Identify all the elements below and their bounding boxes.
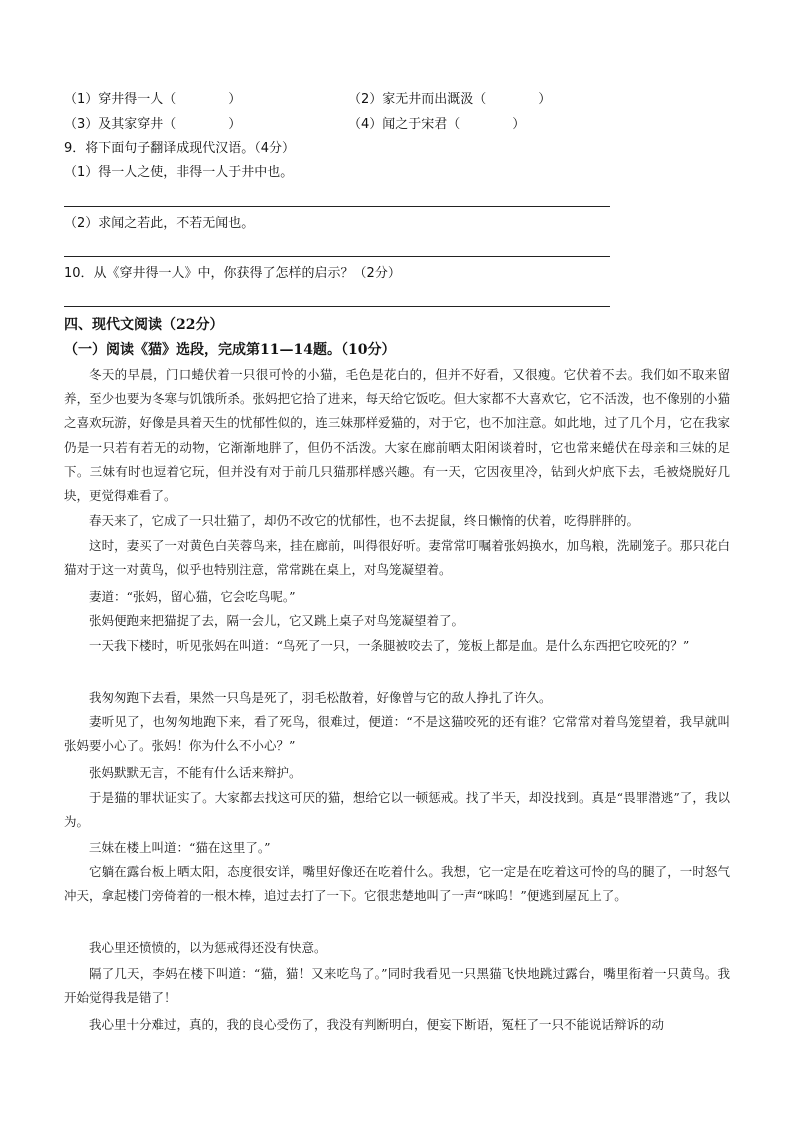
passage-paragraph: 妻听见了，也匆匆地跑下来，看了死鸟，很难过，便道：“不是这猫咬死的还有谁？它常常对着鸟笼望着，我早就叫张妈要小心了。张妈！你为什么不小心？” [64, 714, 730, 754]
passage-paragraph: 我心里十分难过，真的，我的良心受伤了，我没有判断明白，便妄下断语，冤枉了一只不能说话辩诉的动 [89, 1017, 665, 1032]
section-4-title: 四、现代文阅读（22分） [64, 317, 224, 333]
passage-paragraph: 它躺在露台板上晒太阳，态度很安详，嘴里好像还在吃着什么。我想，它一定是在吃着这可怜的鸟的腿了，一时怒气冲天，拿起楼门旁倚着的一根木棒，追过去打了一下。它很悲楚地叫了一声“咪呜！”便逃到屋瓦上了。 [64, 864, 730, 904]
answer-line-3[interactable] [64, 306, 610, 307]
q8-item-2: （2）家无井而出溉汲（ ） [348, 92, 552, 107]
answer-line-1[interactable] [64, 206, 610, 207]
q10-title: 10．从《穿井得一人》中，你获得了怎样的启示？（2分） [64, 266, 401, 281]
section-4-subtitle: （一）阅读《猫》选段，完成第11—14题。（10分） [64, 342, 396, 358]
q9-title: 9．将下面句子翻译成现代汉语。（4分） [64, 141, 296, 156]
q8-item-3: （3）及其家穿井（ ） [64, 117, 242, 132]
q8-item-1: （1）穿井得一人（ ） [64, 92, 242, 107]
q9-sentence-2: （2）求闻之若此，不若无闻也。 [64, 216, 255, 231]
passage-paragraph: 隔了几天，李妈在楼下叫道：“猫，猫！又来吃鸟了。”同时我看见一只黑猫飞快地跳过露台，嘴里衔着一只黄鸟。我开始觉得我是错了！ [64, 966, 730, 1006]
passage-paragraph: 于是猫的罪状证实了。大家都去找这可厌的猫，想给它以一顿惩戒。找了半天，却没找到。真是“畏罪潜逃”了，我以为。 [64, 790, 730, 830]
passage-paragraph: 妻道：“张妈，留心猫，它会吃鸟呢。” [89, 589, 296, 604]
passage-paragraph: 冬天的早晨，门口蜷伏着一只很可怜的小猫，毛色是花白的，但并不好看，又很瘦。它伏着不去。我们如不取来留养，至少也要为冬寒与饥饿所杀。张妈把它拾了进来，每天给它饭吃。但大家都不大喜欢它，它不活泼，也不像别的小猫之喜欢玩游，好像是具着天生的忧郁性似的，连三妹那样爱猫的，对于它，也不加注意。如此地，过了几个月，它在我家仍是一只若有若无的动物，它渐渐地胖了，但仍不活泼。大家在廊前晒太阳闲谈着时，它也常来蜷伏在母亲和三妹的足下。三妹有时也逗着它玩，但并没有对于前几只猫那样感兴趣。有一天，它因夜里冷，钻到火炉底下去，毛被烧脱好几块，更觉得难看了。 [64, 367, 730, 504]
passage-paragraph: 这时，妻买了一对黄色白芙蓉鸟来，挂在廊前，叫得很好听。妻常常叮嘱着张妈换水，加鸟粮，洗刷笼子。那只花白猫对于这一对黄鸟，似乎也特别注意，常常跳在桌上，对鸟笼凝望着。 [64, 538, 730, 578]
q8-item-4: （4）闻之于宋君（ ） [348, 117, 526, 132]
passage-paragraph: 春天来了，它成了一只壮猫了，却仍不改它的忧郁性，也不去捉鼠，终日懒惰的伏着，吃得胖胖的。 [89, 513, 640, 528]
passage-paragraph: 张妈默默无言，不能有什么话来辩护。 [89, 765, 302, 780]
passage-paragraph: 三妹在楼上叫道：“猫在这里了。” [89, 840, 271, 855]
q9-sentence-1: （1）得一人之使，非得一人于井中也。 [64, 165, 294, 180]
passage-paragraph: 我心里还愤愤的，以为惩戒得还没有快意。 [89, 940, 327, 955]
passage-paragraph: 一天我下楼时，听见张妈在叫道：“鸟死了一只，一条腿被咬去了，笼板上都是血。是什么东西把它咬死的？” [89, 638, 690, 653]
answer-line-2[interactable] [64, 256, 610, 257]
passage-paragraph: 张妈便跑来把猫捉了去，隔一会儿，它又跳上桌子对鸟笼凝望着了。 [89, 613, 465, 628]
passage-paragraph: 我匆匆跑下去看，果然一只鸟是死了，羽毛松散着，好像曾与它的敌人挣扎了许久。 [89, 690, 552, 705]
